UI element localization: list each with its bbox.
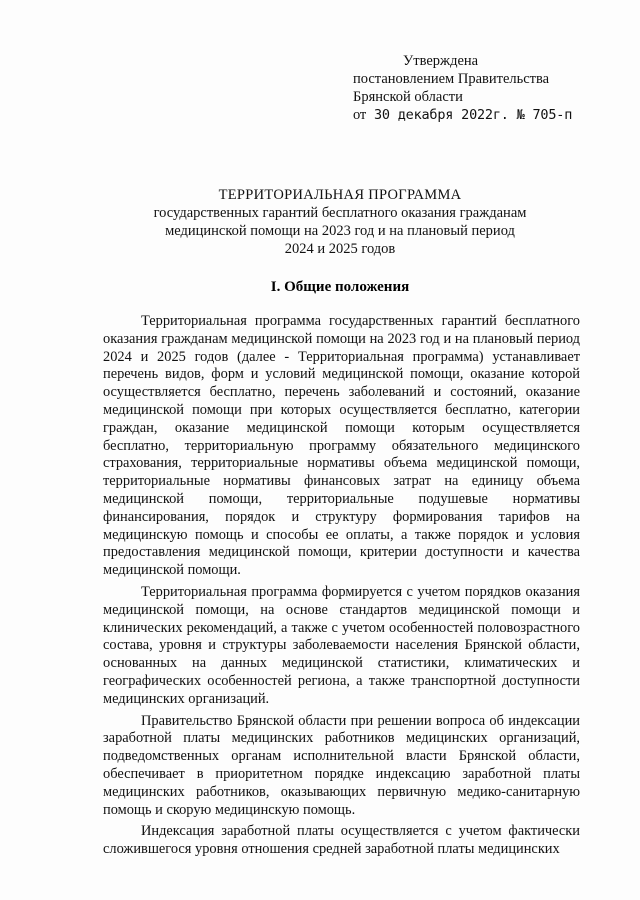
title-line-4: 2024 и 2025 годов [284, 241, 396, 257]
title-line-2: государственных гарантий бесплатного оказания гражданам [153, 205, 527, 221]
paragraph: Правительство Брянской области при решении вопроса об индексации заработной платы медицинских работников медицинских организаций, подведомственных органам исполнительной власти Брянской области, обеспечивает в приоритетном порядке индексацию заработной платы медицинских работников, оказывающих первичную медико-санитарную помощь и скорую медицинскую помощь. [103, 712, 580, 818]
approval-date-prefix: от [353, 107, 366, 123]
approval-line-decree: постановлением Правительства [353, 71, 550, 87]
document-title [100, 186, 580, 258]
paragraph: Территориальная программа государственных гарантий бесплатного оказания гражданам медицинской помощи на 2023 год и на плановый период 2024 и 2025 годов (далее - Территориальная программа) устанавливает перечень видов, форм и условий медицинской помощи, оказание которой осуществляется бесплатно, перечень заболеваний и состояний, оказание медицинской помощи при которых осуществляется бесплатно, категории граждан, оказание медицинской помощи которым осуществляется бесплатно, территориальную программу обязательного медицинского страхования, территориальные нормативы объема медицинской помощи, территориальные нормативы финансовых затрат на единицу объема медицинской помощи, территориальные подушевые нормативы финансирования, порядок и структуру формирования тарифов на медицинскую помощь и способы ее оплаты, а также порядок и условия предоставления медицинской помощи, критерии доступности и качества медицинской помощи. [103, 313, 580, 579]
body-text [103, 313, 580, 859]
approval-stamp [353, 52, 603, 124]
title-line-3: медицинской помощи на 2023 год и на плановый период [165, 223, 515, 239]
paragraph: Территориальная программа формируется с учетом порядков оказания медицинской помощи, на основе стандартов медицинской помощи и клинических рекомендаций, а также с учетом особенностей половозрастного состава, уровня и структуры заболеваемости населения Брянской области, основанных на данных медицинской статистики, климатических и географических особенностей региона, а также транспортной доступности медицинских организаций. [103, 583, 580, 707]
paragraph: Индексация заработной платы осуществляется с учетом фактически сложившегося уровня отношения средней заработной платы медицинских [103, 823, 580, 858]
approval-date-line [353, 106, 603, 124]
approval-date-value: 30 декабря 2022г. № 705-п [373, 107, 573, 123]
approval-line-region: Брянской области [353, 89, 463, 105]
section-heading: I. Общие положения [270, 279, 410, 295]
approval-line-approved: Утверждена [403, 53, 479, 69]
title-heading: ТЕРРИТОРИАЛЬНАЯ ПРОГРАММА [218, 187, 462, 203]
